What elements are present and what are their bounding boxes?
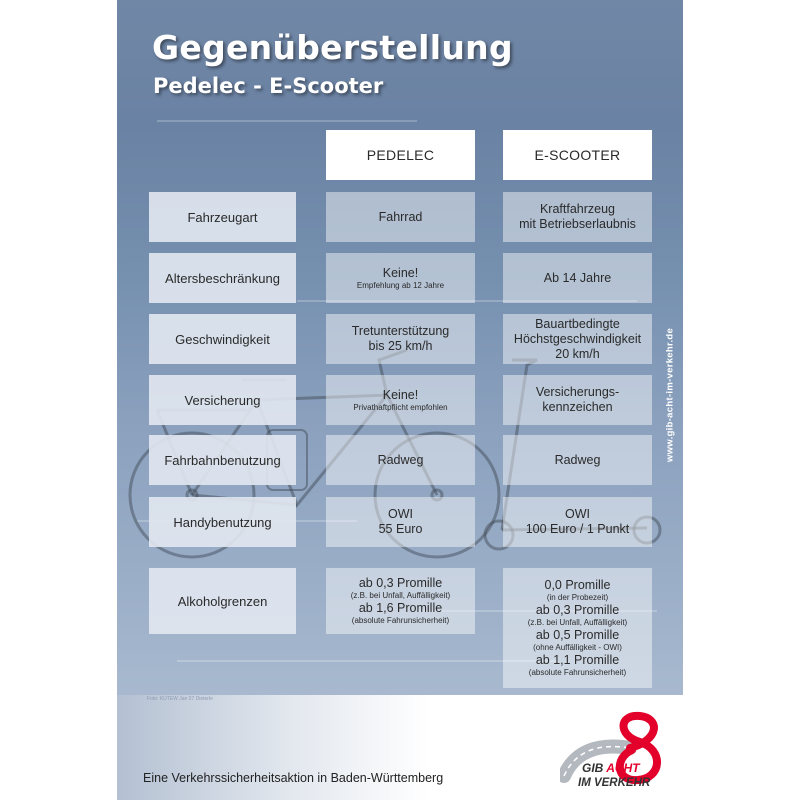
row-label-text: Fahrzeugart <box>187 209 258 225</box>
escooter-cell <box>503 253 652 303</box>
column-header-escooter <box>503 130 652 180</box>
cell-line: 20 km/h <box>555 346 600 361</box>
escooter-cell <box>503 435 652 485</box>
cell-line: 100 Euro / 1 Punkt <box>525 522 630 536</box>
column-header-pedelec <box>326 130 475 180</box>
cell-line: Radweg <box>377 452 424 467</box>
row-label-text: Handybenutzung <box>173 514 272 530</box>
column-header-label: PEDELEC <box>366 146 435 163</box>
row-label <box>149 253 296 303</box>
row-label <box>149 192 296 242</box>
cell-line: 55 Euro <box>378 522 423 536</box>
cell-line: Tretunterstützung <box>351 324 450 338</box>
row-label-text: Fahrbahnbenutzung <box>164 452 281 468</box>
row-label <box>149 435 296 485</box>
escooter-cell <box>503 314 652 364</box>
row-label <box>149 375 296 425</box>
logo-acht: ACHT <box>606 761 640 775</box>
cell-line: Keine! <box>382 265 419 280</box>
pedelec-cell <box>326 568 475 634</box>
row-label-text: Versicherung <box>184 392 261 408</box>
cell-line: (absolute Fahrunsicherheit) <box>351 616 450 625</box>
row-label-text: Alkoholgrenzen <box>177 593 268 609</box>
cell-line: Ab 14 Jahre <box>543 270 612 285</box>
pedelec-cell <box>326 375 475 425</box>
cell-line: Bauartbedingte <box>535 316 620 331</box>
row-label <box>149 497 296 547</box>
cell-line: ab 0,3 Promille <box>358 576 443 590</box>
escooter-cell <box>503 568 652 688</box>
cell-line: 0,0 Promille <box>544 578 611 592</box>
pedelec-cell <box>326 497 475 547</box>
website-url[interactable]: www.gib-acht-im-verkehr.de <box>664 327 676 463</box>
cell-line: (in der Probezeit) <box>546 593 609 602</box>
pedelec-cell <box>326 192 475 242</box>
pedelec-cell <box>326 253 475 303</box>
pedelec-cell <box>326 435 475 485</box>
cell-line: OWI <box>388 507 413 521</box>
svg-text:GIB ACHT <box>582 761 641 775</box>
escooter-cell <box>503 497 652 547</box>
pedelec-cell <box>326 314 475 364</box>
cell-line: Höchstgeschwindigkeit <box>513 331 642 346</box>
cell-line: Empfehlung ab 12 Jahre <box>356 280 445 290</box>
photo-credit: Foto: KUTEW Jan 07 Dieterle <box>147 696 213 702</box>
cell-line: (absolute Fahrunsicherheit) <box>528 668 627 677</box>
row-label <box>149 568 296 634</box>
cell-line: bis 25 km/h <box>368 339 433 353</box>
cell-line: Keine! <box>382 387 419 402</box>
cell-line: Radweg <box>554 452 601 467</box>
escooter-cell <box>503 375 652 425</box>
cell-line: Privathaftpflicht empfohlen <box>353 402 448 412</box>
cell-line: kennzeichen <box>542 400 613 414</box>
cell-line: (z.B. bei Unfall, Auffälligkeit) <box>527 618 628 627</box>
cell-line: ab 1,1 Promille <box>535 653 620 667</box>
gib-acht-logo <box>560 710 668 790</box>
campaign-text: Eine Verkehrssicherheitsaktion in Baden-Württemberg <box>143 771 444 785</box>
row-label-text: Altersbeschränkung <box>165 270 280 286</box>
poster <box>117 0 683 800</box>
column-header-label: E-SCOOTER <box>534 146 621 163</box>
cell-line: ab 1,6 Promille <box>358 601 443 615</box>
row-label <box>149 314 296 364</box>
cell-line: Versicherungs- <box>535 385 620 399</box>
cell-line: ab 0,5 Promille <box>535 628 620 642</box>
logo-gib: GIB <box>582 761 604 775</box>
page-title: Gegenüberstellung <box>152 28 513 67</box>
row-label-text: Geschwindigkeit <box>175 331 270 347</box>
cell-line: mit Betriebserlaubnis <box>519 217 636 231</box>
cell-line: Fahrrad <box>378 209 423 224</box>
cell-line: Kraftfahrzeug <box>539 202 616 216</box>
cell-line: (ohne Auffälligkeit - OWI) <box>533 643 622 652</box>
cell-line: OWI <box>565 507 590 521</box>
page-subtitle: Pedelec - E-Scooter <box>153 74 384 98</box>
logo-im-verkehr: IM VERKEHR <box>578 777 651 789</box>
cell-line: (z.B. bei Unfall, Auffälligkeit) <box>350 591 451 600</box>
escooter-cell <box>503 192 652 242</box>
cell-line: ab 0,3 Promille <box>535 603 620 617</box>
